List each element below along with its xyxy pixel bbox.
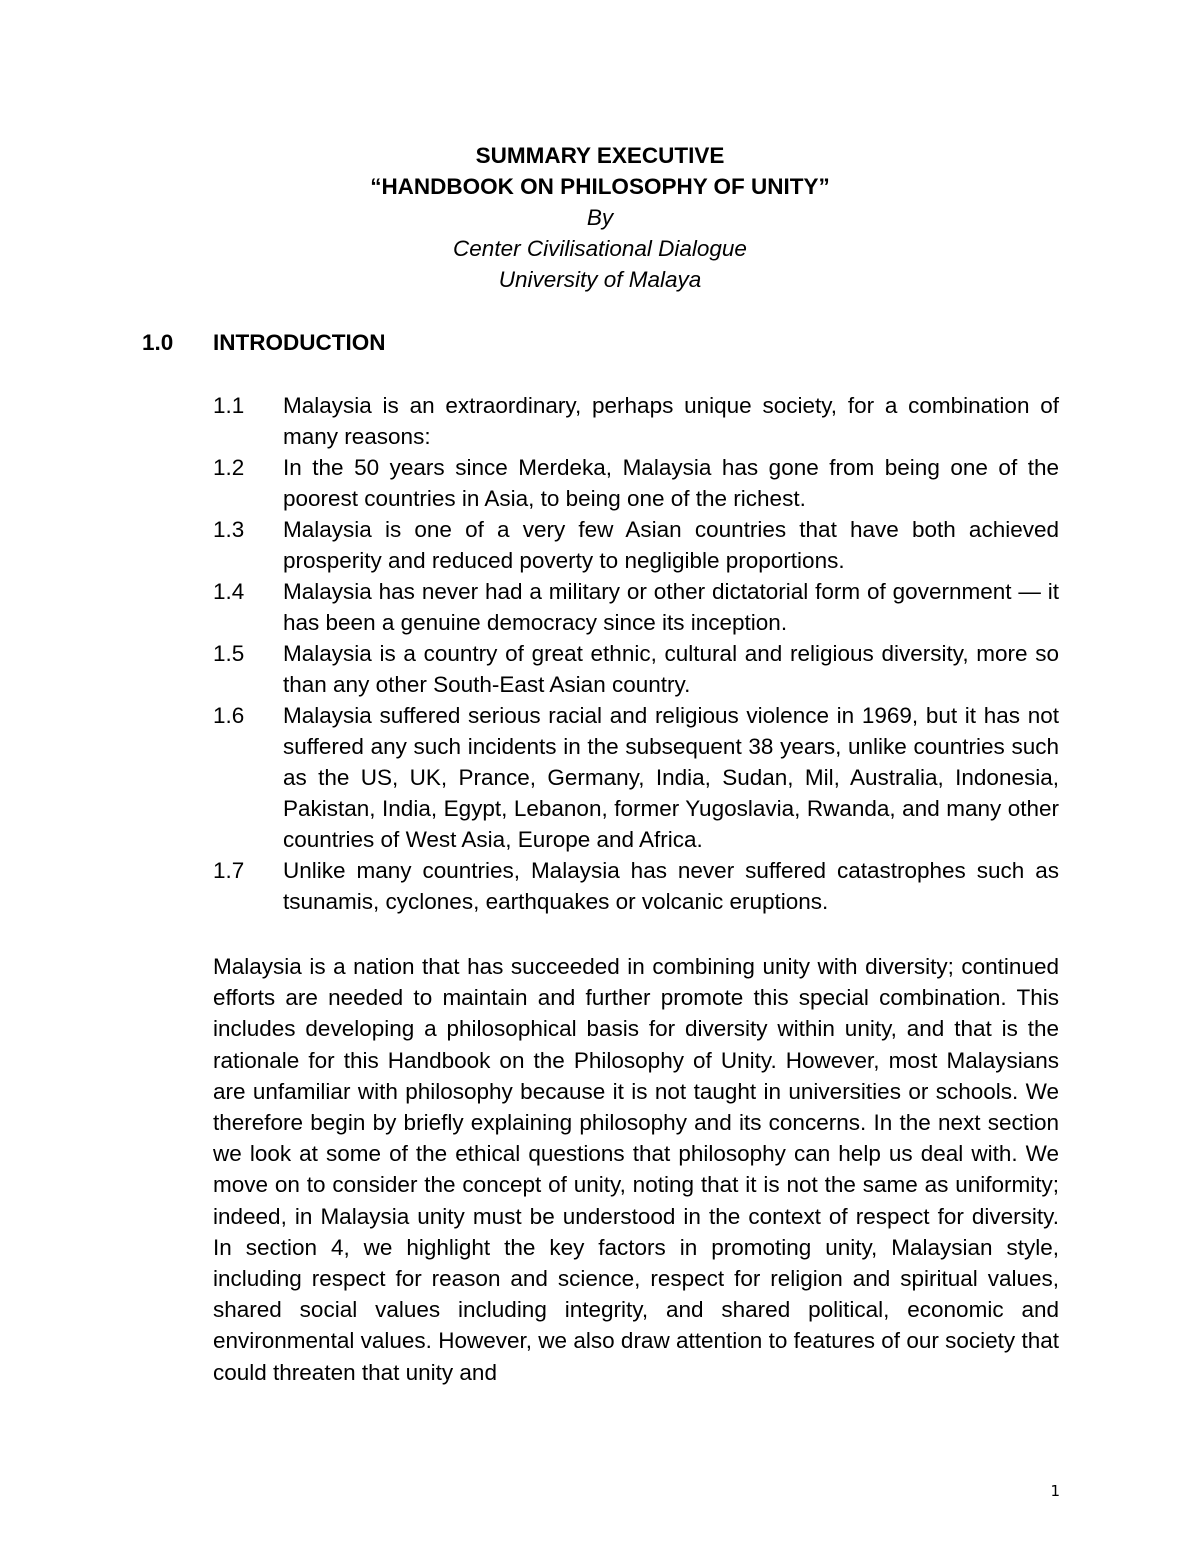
author-name: Center Civilisational Dialogue bbox=[453, 236, 747, 261]
list-item-text: Unlike many countries, Malaysia has never suffered catastrophes such as tsunamis, cyclones, earthquakes or volcanic eruptions. bbox=[283, 858, 1059, 914]
list-item-number: 1.1 bbox=[213, 393, 245, 418]
page-number: 1 bbox=[1050, 1482, 1060, 1500]
section-title: INTRODUCTION bbox=[213, 330, 386, 355]
by-line: By bbox=[586, 205, 614, 230]
list-item bbox=[213, 576, 1059, 638]
institution-name: University of Malaya bbox=[498, 267, 702, 292]
section-number: 1.0 bbox=[142, 330, 174, 355]
list-item-number: 1.3 bbox=[213, 517, 245, 542]
list-item-text: Malaysia suffered serious racial and religious violence in 1969, but it has not suffered any such incidents in the subsequent 38 years, unlike countries such as the US, UK, Prance, Germany, India, Sudan, Mil, Australia, Indonesia, Pakistan, India, Egypt, Lebanon, former Yugoslavia, Rwanda, and many other countries of West Asia, Europe and Africa. bbox=[283, 703, 1059, 852]
list-item-text: Malaysia has never had a military or other dictatorial form of government — it has been a genuine democracy since its inception. bbox=[283, 579, 1059, 635]
section-heading bbox=[142, 327, 386, 358]
list-item bbox=[213, 390, 1059, 452]
list-item-number: 1.2 bbox=[213, 455, 245, 480]
list-item-text: In the 50 years since Merdeka, Malaysia has gone from being one of the poorest countries in Asia, to being one of the richest. bbox=[283, 455, 1059, 511]
list-item-number: 1.7 bbox=[213, 858, 245, 883]
summary-paragraph: Malaysia is a nation that has succeeded in combining unity with diversity; continued efforts are needed to maintain and further promote this special combination. This includes developing a philosophical basis for diversity within unity, and that is the rationale for this Handbook on the Philosophy of Unity. However, most Malaysians are unfamiliar with philosophy because it is not taught in universities or schools. We therefore begin by briefly explaining philosophy and its concerns. In the next section we look at some of the ethical questions that philosophy can help us deal with. We move on to consider the concept of unity, noting that it is not the same as uniformity; indeed, in Malaysia unity must be understood in the context of respect for diversity. In section 4, we highlight the key factors in promoting unity, Malaysian style, including respect for reason and science, respect for religion and spiritual values, shared social values including integrity, and shared political, economic and environmental values. However, we also draw attention to features of our society that could threaten that unity and bbox=[213, 954, 1059, 1385]
list-item-number: 1.6 bbox=[213, 703, 245, 728]
list-item bbox=[213, 514, 1059, 576]
numbered-list bbox=[213, 390, 1059, 917]
list-item bbox=[213, 638, 1059, 700]
list-item-text: Malaysia is an extraordinary, perhaps unique society, for a combination of many reasons: bbox=[283, 393, 1059, 449]
list-item-text: Malaysia is a country of great ethnic, cultural and religious diversity, more so than any other South-East Asian country. bbox=[283, 641, 1059, 697]
list-item bbox=[213, 452, 1059, 514]
document-title: SUMMARY EXECUTIVE bbox=[475, 143, 725, 168]
list-item-text: Malaysia is one of a very few Asian countries that have both achieved prosperity and reduced poverty to negligible proportions. bbox=[283, 517, 1059, 573]
list-item-number: 1.4 bbox=[213, 579, 245, 604]
list-item-number: 1.5 bbox=[213, 641, 245, 666]
list-item bbox=[213, 855, 1059, 917]
list-item bbox=[213, 700, 1059, 855]
document-subtitle: “HANDBOOK ON PHILOSOPHY OF UNITY” bbox=[370, 174, 830, 199]
title-block bbox=[0, 140, 1200, 295]
